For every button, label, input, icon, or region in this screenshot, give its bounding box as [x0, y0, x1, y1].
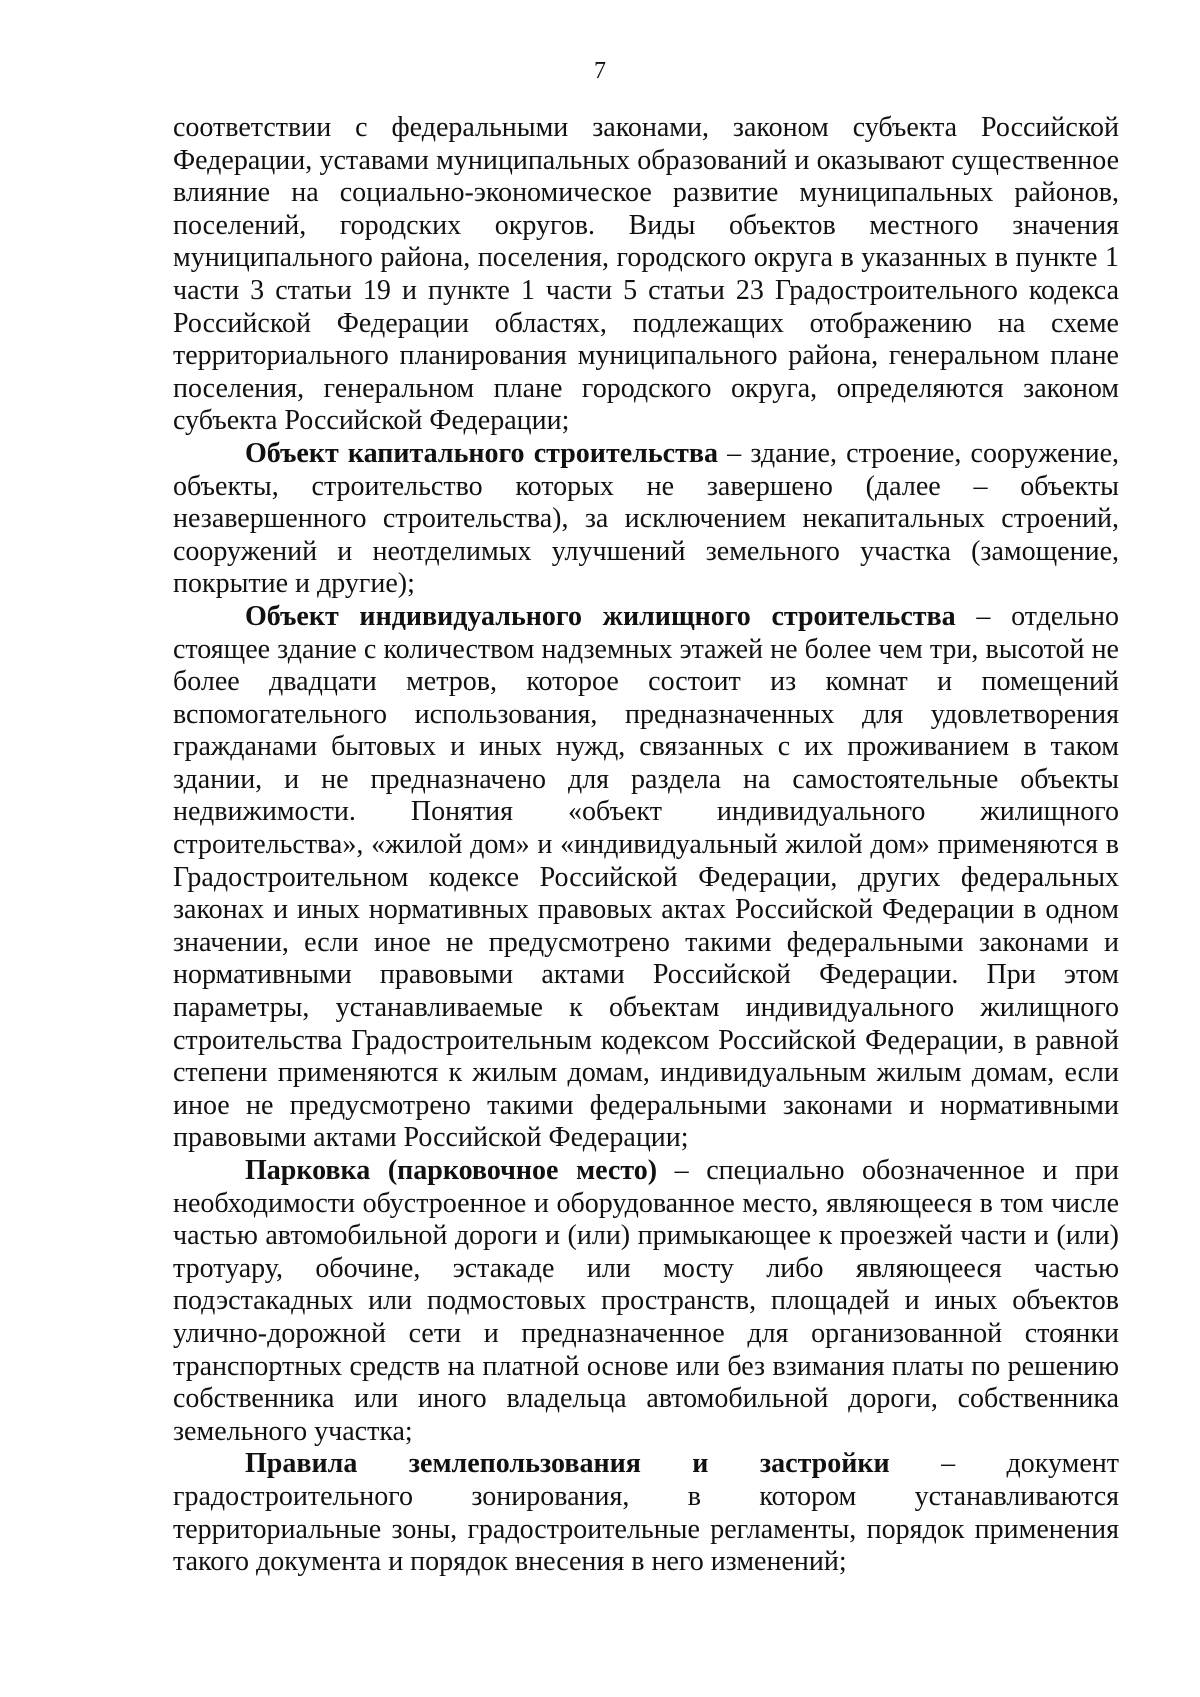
definition-text: – документ градостроительного зонирования, в котором устанавливаются территориальные зоны, градостроительные регламенты, порядок применения такого документа и порядок внесения в него изменений; [173, 1448, 1119, 1578]
definition-parking [173, 1155, 1119, 1448]
definition-land-use-rules [173, 1448, 1119, 1578]
definition-text: – отдельно стоящее здание с количеством надземных этажей не более чем три, высотой не более двадцати метров, которое состоит из комнат и помещений вспомогательного использования, предназначенных для удовлетворения гражданами бытовых и иных нужд, связанных с их проживанием в таком здании, и не предназначено для раздела на самостоятельные объекты недвижимости. Понятия «объект индивидуального жилищного строительства», «жилой дом» и «индивидуальный жилой дом» применяются в Градостроительном кодексе Российской Федерации, других федеральных законах и иных нормативных правовых актах Российской Федерации в одном значении, если иное не предусмотрено такими федеральными законами и нормативными правовыми актами Российской Федерации. При этом параметры, устанавливаемые к объектам индивидуального жилищного строительства Градостроительным кодексом Российской Федерации, в равной степени применяются к жилым домам, индивидуальным жилым домам, если иное не предусмотрено такими федеральными законами и нормативными правовыми актами Российской Федерации; [173, 600, 1119, 1154]
definition-individual-housing [173, 601, 1119, 1155]
definition-text: – здание, строение, сооружение, объекты, строительство которых не завершено (далее – объекты незавершенного строительства), за исключением некапитальных строений, сооружений и неотделимых улучшений земельного участка (замощение, покрытие и другие); [173, 437, 1120, 600]
paragraph-continuation: соответствии с федеральными законами, законом субъекта Российской Федерации, уставами муниципальных образований и оказывают существенное влияние на социально-экономическое развитие муниципальных районов, поселений, городских округов. Виды объектов местного значения муниципального района, поселения, городского округа в указанных в пункте 1 части 3 статьи 19 и пункте 1 части 5 статьи 23 Градостроительного кодекса Российской Федерации областях, подлежащих отображению на схеме территориального планирования муниципального района, генеральном плане поселения, генеральном плане городского округа, определяются законом субъекта Российской Федерации; [173, 112, 1119, 437]
term-individual-housing: Объект индивидуального жилищного строительства [245, 600, 956, 632]
document-body [173, 112, 1119, 1579]
page-number: 7 [594, 58, 606, 84]
definition-capital-construction [173, 438, 1119, 601]
term-parking: Парковка (парковочное место) [245, 1155, 658, 1186]
term-land-use-rules: Правила землепользования и застройки [245, 1448, 890, 1480]
definition-text: – специально обозначенное и при необходимости обустроенное и оборудованное место, являющееся в том числе частью автомобильной дороги и (или) примыкающее к проезжей части и (или) тротуару, обочине, эстакаде или мосту либо являющееся частью подэстакадных или подмостовых пространств, площадей и иных объектов улично-дорожной сети и предназначенное для организованной стоянки транспортных средств на платной основе или без взимания платы по решению собственника или иного владельца автомобильной дороги, собственника земельного участка; [173, 1155, 1119, 1447]
term-capital-construction: Объект капитального строительства [245, 437, 718, 469]
